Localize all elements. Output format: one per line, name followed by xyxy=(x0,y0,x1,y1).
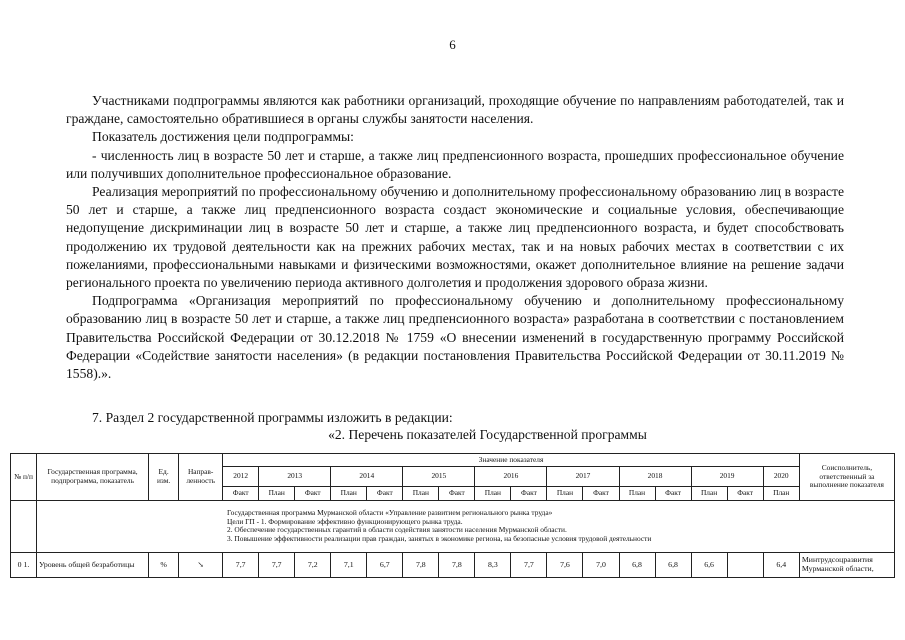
subheader: План xyxy=(619,487,655,501)
subheader: План xyxy=(547,487,583,501)
document-body xyxy=(66,92,844,383)
year-header: 2015 xyxy=(403,467,475,487)
row-value: 7,7 xyxy=(511,553,547,578)
subheader: Факт xyxy=(367,487,403,501)
subheader: План xyxy=(691,487,727,501)
subheader: Факт xyxy=(511,487,547,501)
row-value: 6,6 xyxy=(691,553,727,578)
year-header: 2020 xyxy=(763,467,799,487)
row-value: 7,6 xyxy=(547,553,583,578)
row-num: 0 1. xyxy=(11,553,37,578)
subheader: Факт xyxy=(583,487,619,501)
subheader: План xyxy=(763,487,799,501)
subheader: Факт xyxy=(655,487,691,501)
header-values: Значение показателя xyxy=(223,454,800,467)
row-value: 7,7 xyxy=(223,553,259,578)
indicators-table xyxy=(10,453,895,578)
year-header: 2014 xyxy=(331,467,403,487)
year-header: 2018 xyxy=(619,467,691,487)
row-value: 7,0 xyxy=(583,553,619,578)
row-value: 7,2 xyxy=(295,553,331,578)
row-value: 6,7 xyxy=(367,553,403,578)
row-direction: ↘ xyxy=(179,553,223,578)
row-value: 7,8 xyxy=(439,553,475,578)
row-executor: Минтрудсоцразвития Мурманской области, xyxy=(799,553,894,578)
row-value: 7,7 xyxy=(259,553,295,578)
year-header: 2017 xyxy=(547,467,619,487)
table-row xyxy=(11,553,895,578)
paragraph-participants: Участниками подпрограммы являются как работники организаций, проходящие обучение по направлениям работодателей, так и граждане, самостоятельно обратившиеся в органы службы занятости населения. xyxy=(66,93,844,127)
paragraph-implementation: Реализация мероприятий по профессиональному обучению и дополнительному профессиональному образованию лиц в возрасте 50 лет и старше, а также лиц предпенсионного возраста создаст экономические и социальные условия, обеспечивающие недопущение дискриминации лиц в возрасте 50 лет и старше, а также лиц предпенсионного возраста, и будет способствовать продолжению их трудовой деятельности как на прежних рабочих местах, так и на новых рабочих местах в соответствии с их пожеланиями, профессиональными навыками и физическими возможностями, окажет дополнительное влияние на решение задачи регионального проекта по увеличению периода активного долголетия и продолжения здорового образа жизни. xyxy=(66,184,844,291)
goal-block xyxy=(37,501,895,553)
subheader: План xyxy=(331,487,367,501)
row-value: 7,1 xyxy=(331,553,367,578)
subheader: Факт xyxy=(295,487,331,501)
header-unit: Ед. изм. xyxy=(149,454,179,501)
goal-line: Государственная программа Мурманской области «Управление развитием регионального рынка труда» xyxy=(227,508,553,517)
header-name: Государственная программа, подпрограмма, показатель xyxy=(37,454,149,501)
row-value: 8,3 xyxy=(475,553,511,578)
paragraph-indicator-heading: Показатель достижения цели подпрограммы: xyxy=(92,129,354,145)
paragraph-indicator-item: - численность лиц в возрасте 50 лет и старше, а также лиц предпенсионного возраста, прошедших профессиональное обучение или получивших дополнительное профессиональное образование. xyxy=(66,147,844,181)
subheader: План xyxy=(259,487,295,501)
row-value: 6,4 xyxy=(763,553,799,578)
header-executor: Соисполнитель, ответственный за выполнение показателя xyxy=(799,454,894,501)
goal-line: 2. Обеспечение государственных гарантий в области содействия занятости населения Мурманской области. xyxy=(227,525,567,535)
year-header: 2013 xyxy=(259,467,331,487)
goal-line: 3. Повышение эффективности реализации прав граждан, занятых в экономике региона, на безопасные условия трудовой деятельности xyxy=(227,533,652,543)
row-value: 6,8 xyxy=(655,553,691,578)
header-direction: Направ- ленность xyxy=(179,454,223,501)
subheader: Факт xyxy=(223,487,259,501)
section-item-7: 7. Раздел 2 государственной программы изложить в редакции: xyxy=(92,410,453,425)
header-num: № п/п xyxy=(11,454,37,501)
row-name: Уровень общей безработицы xyxy=(37,553,149,578)
page-number: 6 xyxy=(449,37,456,52)
year-header: 2019 xyxy=(691,467,763,487)
subheader: Факт xyxy=(439,487,475,501)
subheader: План xyxy=(403,487,439,501)
row-value: 7,8 xyxy=(403,553,439,578)
row-value: 6,8 xyxy=(619,553,655,578)
goal-row-spacer xyxy=(11,501,37,553)
year-header: 2016 xyxy=(475,467,547,487)
subheader: План xyxy=(475,487,511,501)
year-header: 2012 xyxy=(223,467,259,487)
row-value xyxy=(727,553,763,578)
paragraph-subprogram: Подпрограмма «Организация мероприятий по профессиональному обучению и дополнительному профессиональному образованию лиц в возрасте 50 лет и старше, а также лиц предпенсионного возраста» разработана в соответствии с постановлением Правительства Российской Федерации от 30.12.2018 № 1759 «О внесении изменений в государственную программу Российской Федерации «Содействие занятости населения» (в редакции постановления Правительства Российской Федерации от 30.11.2019 № 1558).». xyxy=(66,293,844,382)
table-title: «2. Перечень показателей Государственной программы xyxy=(328,427,647,442)
goal-line: Цели ГП - 1. Формирование эффективно функционирующего рынка труда. xyxy=(227,516,463,526)
subheader: Факт xyxy=(727,487,763,501)
row-unit: % xyxy=(149,553,179,578)
